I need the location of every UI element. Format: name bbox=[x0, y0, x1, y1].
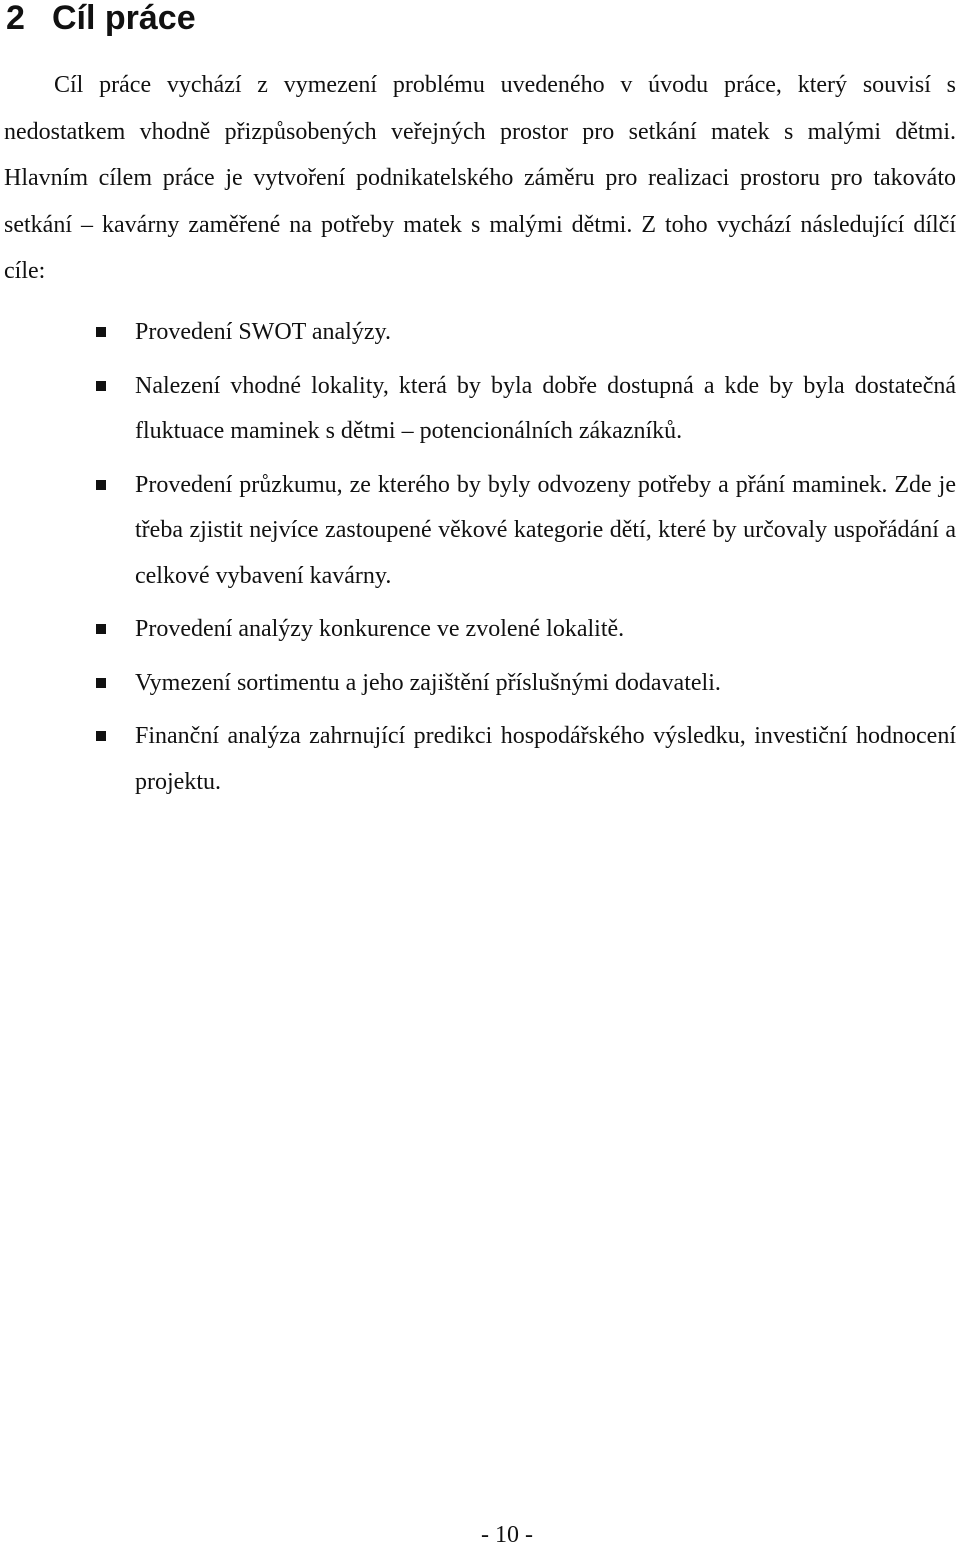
chapter-title: Cíl práce bbox=[52, 0, 196, 37]
page-number: - 10 - bbox=[481, 1522, 533, 1548]
list-item bbox=[0, 364, 956, 455]
list-item bbox=[0, 463, 956, 600]
square-bullet-icon bbox=[96, 624, 106, 634]
square-bullet-icon bbox=[96, 327, 106, 337]
list-item bbox=[0, 310, 956, 356]
chapter-number: 2 bbox=[6, 0, 25, 37]
list-item-text: Provedení analýzy konkurence ve zvolené lokalitě. bbox=[135, 616, 625, 642]
intro-paragraph: Cíl práce vychází z vymezení problému uvedeného v úvodu práce, který souvisí s nedostatkem vhodně přizpůsobených veřejných prostor pro setkání matek s malými dětmi. Hlavním cílem práce je vytvoření podnikatelského záměru pro realizaci prostoru pro takováto setkání – kavárny zaměřené na potřeby matek s malými dětmi. Z toho vychází následující dílčí cíle: bbox=[4, 72, 956, 284]
list-item-text: Provedení průzkumu, ze kterého by byly odvozeny potřeby a přání maminek. Zde je třeba zjistit nejvíce zastoupené věkové kategorie dětí, které by určovaly uspořádání a celkové vybavení kavárny. bbox=[135, 471, 956, 589]
list-item bbox=[0, 607, 956, 653]
goals-list bbox=[0, 310, 960, 813]
square-bullet-icon bbox=[96, 678, 106, 688]
square-bullet-icon bbox=[96, 480, 106, 490]
list-item-text: Provedení SWOT analýzy. bbox=[135, 319, 391, 345]
square-bullet-icon bbox=[96, 731, 106, 741]
list-item-text: Nalezení vhodné lokality, která by byla dobře dostupná a kde by byla dostatečná fluktuace maminek s dětmi – potencionálních zákazníků. bbox=[135, 372, 956, 444]
list-item-text: Finanční analýza zahrnující predikci hospodářského výsledku, investiční hodnocení projektu. bbox=[135, 723, 956, 795]
chapter-heading bbox=[6, 0, 196, 42]
square-bullet-icon bbox=[96, 381, 106, 391]
list-item-text: Vymezení sortimentu a jeho zajištění příslušnými dodavateli. bbox=[135, 669, 721, 696]
list-item bbox=[0, 714, 956, 805]
list-item bbox=[0, 661, 956, 707]
